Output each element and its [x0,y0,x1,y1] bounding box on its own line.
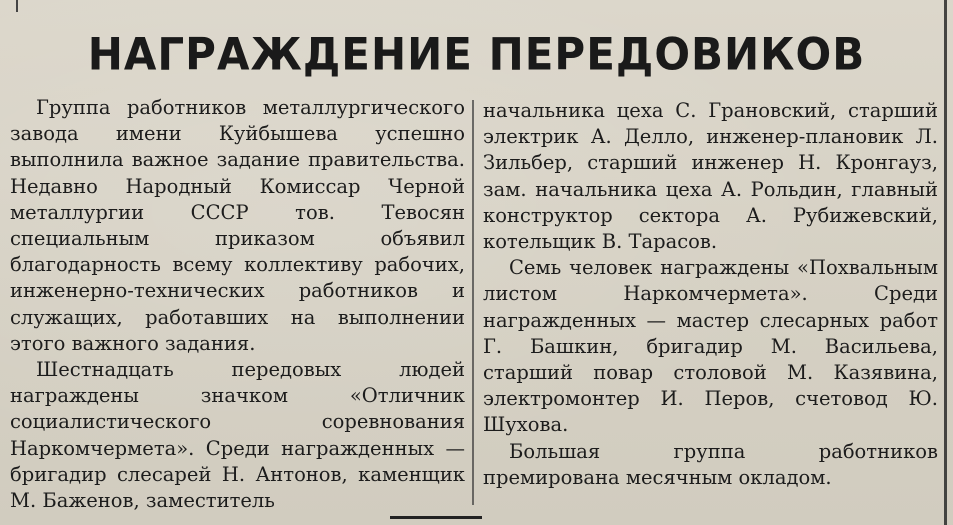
right-paragraph-2: Семь человек награждены «Похвальным листом Наркомчермета». Среди награжденных — мастер слесарных работ Г. Башкин, бригадир М. Васильева, старший повар столовой М. Казявина, электромонтер И. Перов, счетовод Ю. Шухова. [483,256,938,437]
right-column [483,98,938,491]
edge-mark [16,0,18,12]
bottom-rule [390,516,482,519]
right-paragraph-3: Большая группа работников премирована месячным окладом. [483,439,938,489]
left-paragraph-2: Шестнадцать передовых людей награждены значком «Отличник социалистического соревнования Наркомчермета». Среди награжденных — бригадир слесарей Н. Антонов, каменщик М. Баженов, заместитель [10,358,465,513]
left-paragraph-1: Группа работников металлургического завода имени Куйбышева успешно выполнила важное задание правительства. Недавно Народный Комиссар Черной металлургии СССР тов. Тевосян специальным приказом объявил благодарность всему коллективу рабочих, инженерно-технических работников и служащих, работавших на выполнении этого важного задания. [10,96,465,355]
left-column [10,95,465,514]
column-divider [472,100,474,505]
right-paragraph-continuation: начальника цеха С. Грановский, старший электрик А. Делло, инженер-плановик Л. Зильбер, старший инженер Н. Кронгауз, зам. начальника цеха А. Рольдин, главный конструктор сектора А. Рубижевский, котельщик В. Тарасов. [483,99,938,254]
article-headline: НАГРАЖДЕНИЕ ПЕРЕДОВИКОВ [87,28,866,81]
